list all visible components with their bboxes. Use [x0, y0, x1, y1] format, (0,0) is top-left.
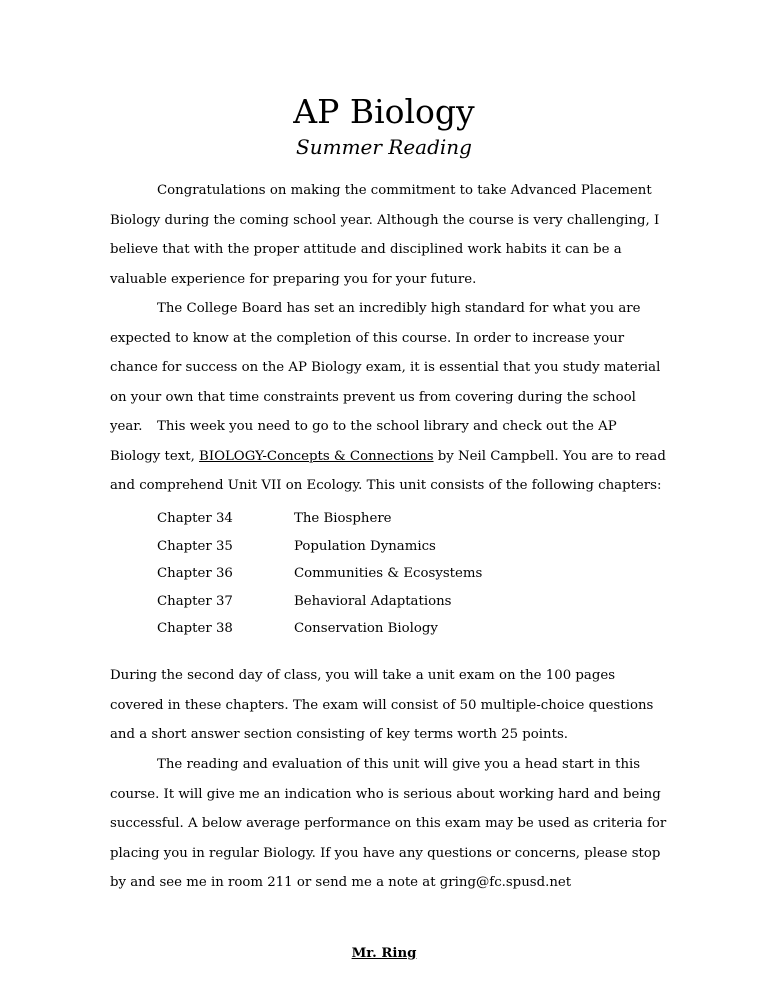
chapter-row	[157, 588, 577, 616]
chapter-row	[157, 615, 577, 643]
chapter-number: Chapter 36	[157, 566, 233, 582]
chapter-number: Chapter 34	[157, 511, 233, 527]
assignment-text-end: by Neil Campbell. You are to read and comprehend Unit VII on Ecology. This unit consists of the following chapters:	[110, 448, 666, 493]
chapter-number: Chapter 35	[157, 538, 233, 554]
chapter-number: Chapter 37	[157, 593, 233, 609]
paragraph-evaluation: The reading and evaluation of this unit will give you a head start in this course. It will give me an indication who is serious about working hard and being successful. A below average performance on this exam may be used as criteria for placing you in regular Biology. If you have any questions or concerns, please stop by and see me in room 211 or send me a note at gring@fc.spusd.net	[110, 757, 667, 890]
chapter-row	[157, 505, 577, 533]
paragraph-intro: Congratulations on making the commitment to take Advanced Placement Biology during the coming school year. Although the course is very challenging, I believe that with the proper attitude and disciplined work habits it can be a valuable experience for preparing you for your future.	[110, 183, 660, 287]
document-subtitle: Summer Reading	[296, 135, 472, 159]
chapter-number: Chapter 38	[157, 621, 233, 637]
chapter-title: The Biosphere	[294, 511, 392, 527]
signature: Mr. Ring	[351, 946, 417, 961]
chapter-row	[157, 533, 577, 561]
book-title: BIOLOGY-Concepts & Connections	[199, 448, 434, 464]
chapter-title: Behavioral Adaptations	[294, 593, 452, 609]
chapter-title: Conservation Biology	[294, 621, 438, 637]
chapter-row	[157, 560, 577, 588]
chapter-title: Communities & Ecosystems	[294, 566, 483, 582]
chapter-list	[157, 505, 577, 643]
assignment-text-start: This week you need to go to the school library and check out the AP Biology text,	[110, 419, 617, 464]
chapter-title: Population Dynamics	[294, 538, 436, 554]
paragraph-exam: During the second day of class, you will take a unit exam on the 100 pages covered in these chapters. The exam will consist of 50 multiple-choice questions and a short answer section consisting of key terms worth 25 points.	[110, 668, 654, 742]
document-title: AP Biology	[293, 92, 475, 131]
paragraph-assignment	[110, 412, 670, 501]
paragraph-college-board: The College Board has set an incredibly high standard for what you are expected to know at the completion of this course. In order to increase your chance for success on the AP Biology exam, it is essential that you study material on your own that time constraints prevent us from covering during the school year.	[110, 301, 661, 434]
